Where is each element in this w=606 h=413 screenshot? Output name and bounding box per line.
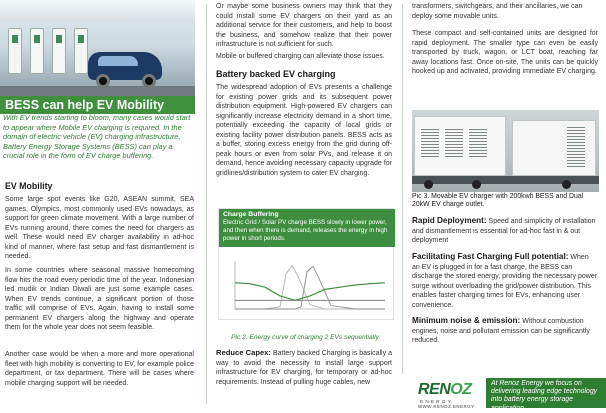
battery-backed-heading: Battery backed EV charging bbox=[216, 69, 336, 79]
ev-mobility-paragraph-2: In some countries where seasonal massive homecoming flow hits the road every periodic time of the year. Indonesian led mudik or Indian Diwali are just some example cases. When EV trends continue, a significant portion of those traffic will comprise of EVs. Again, having to install some permanent EV chargers along the highway and operate them for the whole year does not seem feasible. bbox=[5, 267, 194, 331]
rapid-deployment-heading: Rapid Deployment: bbox=[412, 216, 487, 225]
charge-buffering-title: Charge Buffering bbox=[223, 211, 279, 218]
fast-charging-text: When an EV is plugged in for a fast charge, the BESS can discharge the stored energy, providing the necessary power surge without overloading the grid/power distribution. This enables faster charging times for EVs, enhancing user convenience. bbox=[412, 254, 598, 309]
fast-charging-heading: Facilitating Fast Charging Full potential: bbox=[412, 252, 569, 261]
mobile-charging-paragraph: Mobile or buffered charging can alleviate those issues. bbox=[216, 53, 385, 60]
logo-part-a: REN bbox=[418, 381, 451, 398]
car-wheel bbox=[96, 74, 110, 88]
truck-wheel bbox=[562, 180, 571, 189]
ground bbox=[0, 86, 195, 96]
figure-3-caption: Pic 3. Movable EV charger with 200kwh BESS and Dual 20kW EV charge outlet. bbox=[412, 193, 584, 208]
column-divider bbox=[402, 4, 403, 374]
charging-station bbox=[8, 28, 22, 74]
canopy-roof bbox=[0, 0, 195, 22]
website-url: WWW.RENOZ.ENERGY bbox=[418, 404, 475, 409]
minimum-noise-text: Without combustion engines, noise and pollutant emission can be significantly reduced. bbox=[412, 318, 590, 345]
compact-units-paragraph: These compact and self-contained units are designed for rapid deployment. The smaller type can even be easily transported by truck, wagon, or LCT boat, reaching far away locations fast. Once on-site, The units can be quickly hooked up and activated, providing immediate EV charging. bbox=[412, 30, 598, 76]
article-title: BESS can help EV Mobility bbox=[0, 96, 195, 114]
vent-grill bbox=[421, 127, 439, 157]
renoz-blurb: At Renoz Energy we focus on delivering leading edge technology into battery energy storage application bbox=[486, 378, 606, 408]
energy-curve-chart bbox=[223, 249, 391, 319]
truck-wheel bbox=[472, 180, 481, 189]
logo-part-b: OZ bbox=[450, 381, 472, 398]
column-divider bbox=[206, 4, 207, 404]
car-wheel bbox=[142, 74, 156, 88]
movable-charger-photo bbox=[412, 110, 599, 192]
series-line-3 bbox=[235, 266, 385, 309]
ev-mobility-heading: EV Mobility bbox=[5, 181, 53, 191]
series-line-4 bbox=[235, 283, 385, 300]
vent-grill bbox=[445, 127, 463, 157]
vent-grill bbox=[567, 127, 585, 167]
ev-charging-photo bbox=[0, 0, 195, 96]
ev-mobility-paragraph-1: Some large spot events like G20, ASEAN summit, SEA games, Olympics, most commonly used EVs nowadays, as support for green climate movement. With a large number of EVs running around, there comes the need for chargers as well. These would need EV charger availability in ad-hoc kind of manner, where fast setup and fast dismantlement is needed. bbox=[5, 196, 194, 260]
transformers-paragraph: transformers, switchgears, and their ancillaries, we can deploy some movable units. bbox=[412, 3, 583, 20]
intro-paragraph: With EV trends starting to bloom, many cases would start to appear where Mobile EV charging is required. In the domain of electric vehicle (EV) charging infrastructure, Battery Energy Storage Systems (BESS) can play a crucial role in the form of EV charge buffering. bbox=[3, 113, 191, 161]
ev-mobility-paragraph-3: Another case would be when a more and more operational fleet with high mobility is converting to EV, for example police department, or tax department. There will be cases where mobile charging support will be needed. bbox=[5, 351, 194, 387]
business-owners-paragraph: Or maybe some business owners may think that they could install some EV chargers on their yard as an additional service for their customers, and help to boost the business, and somehow realize that their power infrastructure is not sufficient for such. bbox=[216, 3, 392, 48]
charge-buffering-figure bbox=[218, 208, 394, 320]
rapid-deployment-text: Speed and simplicity of installation and dismantlement is essential for ad-hoc fast in & out deployment bbox=[412, 218, 596, 245]
renoz-logo bbox=[412, 380, 486, 408]
reduce-capex-heading: Reduce Capex: bbox=[216, 348, 271, 357]
truck-wheel bbox=[424, 180, 433, 189]
charger-container bbox=[512, 120, 596, 176]
charging-station bbox=[74, 28, 88, 74]
vent-grill bbox=[469, 127, 487, 157]
minimum-noise-heading: Minimum noise & emission: bbox=[412, 316, 521, 325]
charge-buffering-banner bbox=[219, 209, 395, 247]
bess-container bbox=[414, 116, 506, 176]
reduce-capex-text: Battery backed Charging is basically a way to avoid the necessity to install large support infrastructure for EV charging, for temporary or ad-hoc requirements. Instead of pulling huge cables, new bbox=[216, 350, 392, 386]
logo-subtitle: E N E R G Y bbox=[420, 399, 452, 404]
charge-buffering-description: Electric Grid / Solar PV charge BESS slowly in lower power, and then when there is demand, releases the energy in high power in short periods. bbox=[223, 219, 388, 242]
logo-wordmark bbox=[418, 381, 472, 399]
figure-2-caption: Pic 2. Energy curve of charging 2 EVs sequentially bbox=[231, 334, 379, 341]
series-line-2 bbox=[235, 265, 385, 309]
charging-station bbox=[52, 28, 66, 74]
charging-station bbox=[30, 28, 44, 74]
battery-backed-paragraph: The widespread adoption of EVs presents a challenge for existing power grids and its subsequent power distribution equipment. High-powered EV chargers can significantly increase electricity demand in a short time, potentially exceeding the capacity of local grids or existing facility power distribution panels. BESS acts as a buffer, storing excess energy from the grid during off-peak hours or even from solar PVs, and release it on demand, hence avoiding necessary capacity upgrade for gridlines/distribution system to cater EV charging. bbox=[216, 84, 392, 177]
